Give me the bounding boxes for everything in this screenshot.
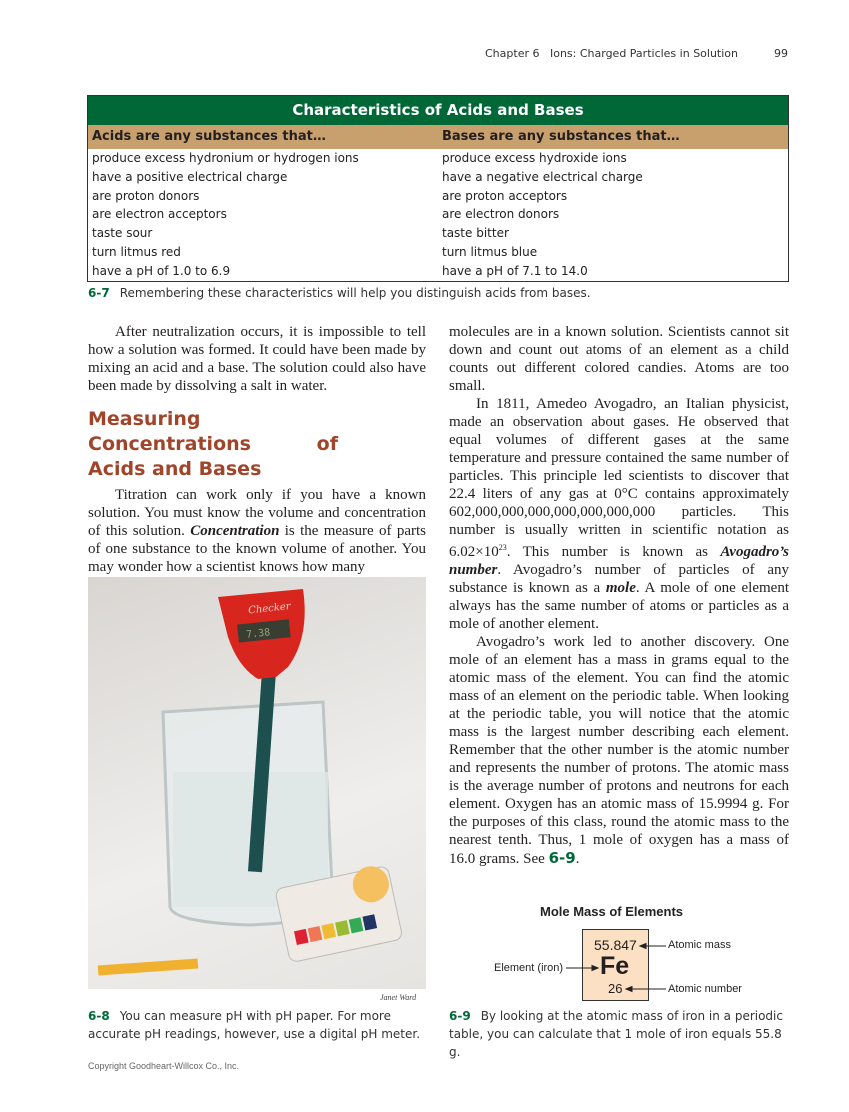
table-row bbox=[88, 224, 788, 243]
section-heading: Measuring Concentrations of Acids and Bases bbox=[88, 408, 338, 480]
acid-cell: have a positive electrical charge bbox=[92, 169, 288, 184]
figure-number: 6-9 bbox=[449, 1009, 471, 1023]
photo-credit: Janet Ward bbox=[380, 993, 417, 1002]
col-header-bases: Bases are any substances that… bbox=[442, 129, 680, 144]
acid-cell: are electron acceptors bbox=[92, 207, 227, 222]
text: Avogadro’s work led to another discovery. One mole of an element has a mass in grams equal to the atomic mass of the element. You can find the atomic mass of an element on the periodic table. When looking at the periodic table, you will notice that the atomic mass is the largest number describing each element. Remember that the other number is the atomic number and represents the number of protons. The atomic mass is the average number of protons and neutrons for each element. Oxygen has an atomic mass of 15.9994 g. For the purposes of this class, round the atomic mass to the nearest tenth. Thus, 1 mole of oxygen has a mass of 16.0 grams. See bbox=[449, 634, 789, 867]
text: . A mole of one element always has the same number of atoms or particles as a mole of another element. bbox=[449, 580, 789, 632]
paragraph bbox=[88, 486, 426, 576]
table-row bbox=[88, 187, 788, 206]
text: . This number is known as bbox=[506, 544, 721, 560]
figure-number: 6-7 bbox=[88, 286, 110, 300]
mole-mass-figure bbox=[440, 900, 790, 1005]
atomic-mass-value: 55.847 bbox=[594, 937, 637, 953]
caption-6-8 bbox=[88, 1007, 428, 1043]
label-element: Element (iron) bbox=[494, 962, 564, 974]
atomic-number-value: 26 bbox=[608, 981, 623, 996]
base-cell: have a negative electrical charge bbox=[442, 169, 643, 184]
paragraph bbox=[449, 395, 789, 633]
exponent: 23 bbox=[498, 543, 507, 552]
chapter-title: Chapter 6 Ions: Charged Particles in Solution bbox=[485, 47, 738, 60]
page-number: 99 bbox=[774, 47, 788, 60]
acid-cell: turn litmus red bbox=[92, 244, 181, 259]
base-cell: are electron donors bbox=[442, 207, 560, 222]
caption-text: You can measure pH with pH paper. For more accurate pH readings, however, use a digital pH meter. bbox=[88, 1009, 421, 1041]
key-term: mole bbox=[605, 580, 636, 596]
figure-reference-link[interactable]: 6-9 bbox=[548, 849, 576, 867]
acid-cell: produce excess hydronium or hydrogen ions bbox=[92, 151, 359, 165]
figure-title: Mole Mass of Elements bbox=[540, 904, 684, 919]
table-row bbox=[88, 205, 788, 224]
table-row bbox=[88, 243, 788, 262]
text: Titration can work only if you have a known solution. You must know the volume and concentration of this solution. bbox=[88, 487, 426, 539]
acid-cell: taste sour bbox=[92, 226, 153, 241]
element-symbol: Fe bbox=[600, 952, 630, 980]
label-atomic-mass: Atomic mass bbox=[668, 939, 731, 951]
label-atomic-number: Atomic number bbox=[668, 983, 742, 995]
text: is the measure of parts of one substance to the known volume of another. You may wonder how a scientist knows how many bbox=[88, 523, 426, 575]
ph-paper-strip bbox=[98, 959, 198, 976]
caption-text: By looking at the atomic mass of iron in a periodic table, you can calculate that 1 mole of iron equals 55.8 g. bbox=[449, 1009, 783, 1059]
paragraph: molecules are in a known solution. Scientists cannot sit down and count out atoms of an element as a child counts out different colored candies. Atoms are too small. bbox=[449, 324, 789, 394]
left-column bbox=[88, 323, 426, 576]
table-row bbox=[88, 149, 788, 168]
ph-meter-photo bbox=[88, 577, 426, 989]
right-column bbox=[449, 323, 789, 868]
meter-brand: Checker bbox=[247, 601, 292, 617]
text: . Avogadro’s number of particles of any substance is known as a bbox=[449, 562, 789, 596]
base-cell: are proton acceptors bbox=[442, 188, 568, 203]
key-term: Avogadro’s number bbox=[449, 544, 789, 578]
running-header bbox=[485, 47, 788, 60]
table-row bbox=[88, 168, 788, 187]
table-row bbox=[88, 262, 788, 281]
figure-number: 6-8 bbox=[88, 1009, 110, 1023]
table-header bbox=[88, 125, 788, 149]
caption-text: Remembering these characteristics will help you distinguish acids from bases. bbox=[119, 286, 591, 300]
acid-cell: have a pH of 1.0 to 6.9 bbox=[92, 263, 231, 278]
paragraph bbox=[449, 633, 789, 868]
acids-bases-table bbox=[87, 95, 789, 282]
copyright-footer: Copyright Goodheart-Willcox Co., Inc. bbox=[88, 1061, 240, 1071]
acid-cell: are proton donors bbox=[92, 188, 200, 203]
col-header-acids: Acids are any substances that… bbox=[92, 129, 326, 144]
base-cell: produce excess hydroxide ions bbox=[442, 151, 627, 165]
table-title: Characteristics of Acids and Bases bbox=[88, 96, 788, 125]
paragraph: After neutralization occurs, it is impossible to tell how a solution was formed. It could have been made by mixing an acid and a base. The solution could also have been made by dissolving a salt in water. bbox=[88, 324, 426, 394]
label-arrows bbox=[440, 900, 790, 1005]
base-cell: have a pH of 7.1 to 14.0 bbox=[442, 263, 588, 278]
key-term: Concentration bbox=[190, 523, 280, 539]
caption-6-9 bbox=[449, 1007, 789, 1061]
ph-meter-illustration bbox=[88, 577, 426, 989]
text: . bbox=[575, 851, 580, 867]
base-cell: taste bitter bbox=[442, 226, 509, 241]
meter-reading: 7.38 bbox=[245, 627, 271, 641]
text: In 1811, Amedeo Avogadro, an Italian physicist, made an observation about gases. He observed that equal volumes of different gases at the same temperature and pressure contained the same number of particles. This principle led scientists to discover that 22.4 liters of any gas at 0°C contains approximately 602,000,000,000,000,000,000,000 particles. This number is usually written in scientific notation as 6.02×10 bbox=[449, 396, 789, 560]
caption-6-7 bbox=[88, 284, 591, 302]
base-cell: turn litmus blue bbox=[442, 244, 538, 259]
